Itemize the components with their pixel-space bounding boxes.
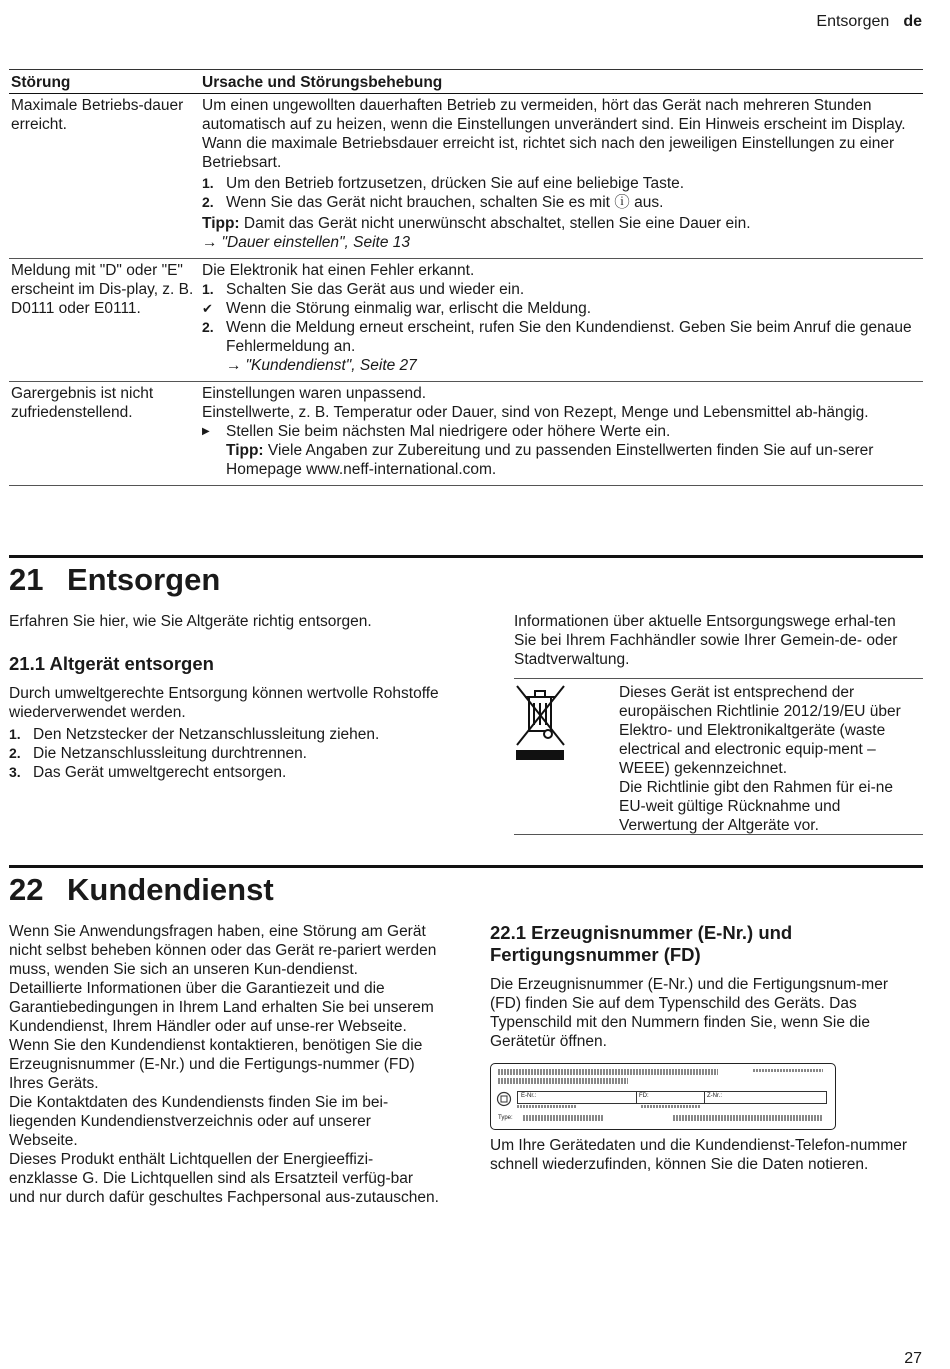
sec22-left-column: [9, 922, 439, 1207]
tip-text: Viele Angaben zur Zubereitung und zu passenden Einstellwerten finden Sie auf un-serer Homepage www.neff-international.com.: [226, 442, 874, 478]
weee-notice: [514, 678, 923, 835]
step-item: [202, 193, 923, 212]
trouble-table: [9, 69, 923, 486]
step-text: Wenn Sie das Gerät nicht brauchen, schalten Sie es mit ⓘ aus.: [226, 194, 664, 211]
sec22-paragraph: Detaillierte Informationen über die Garantiezeit und die Garantiebedingungen in Ihrem Land erhalten Sie bei unserem Kundendienst, Ihrem Händler oder auf unse-rer Webseite.: [9, 980, 434, 1035]
step-number: 1.: [202, 281, 214, 297]
plate-type-label: Type:: [498, 1115, 513, 1121]
col-header-cause: Ursache und Störungsbehebung: [200, 70, 923, 94]
barcode-line: [673, 1115, 823, 1121]
plate-divider: [636, 1092, 637, 1103]
barcode-line: [517, 1105, 577, 1108]
header-section: Entsorgen: [816, 13, 890, 30]
fault-cell: Garergebnis ist nicht zufriedenstellend.: [9, 382, 200, 486]
sec22-paragraph: Wenn Sie Anwendungsfragen haben, eine Störung am Gerät nicht selbst beheben können oder das Gerät re-pariert werden muss, wenden Sie sich an unseren Kun-dendienst.: [9, 923, 437, 978]
step-number: 2.: [9, 745, 21, 761]
cause-cell: [200, 94, 923, 259]
step-text: Wenn die Meldung erneut erscheint, rufen Sie den Kundendienst. Geben Sie beim Anruf die genaue Fehlermeldung an.: [226, 319, 912, 355]
cause-cell: [200, 259, 923, 382]
section-rule: [9, 865, 923, 868]
sec22-paragraph: Die Kontaktdaten des Kundendiensts finden Sie im bei-liegenden Kundendienstverzeichnis oder auf unserer Webseite.: [9, 1094, 389, 1149]
disposal-steps: [9, 725, 449, 782]
triangle-bullet-icon: ▶: [202, 426, 210, 437]
table-row: [9, 94, 923, 259]
step-number: 2.: [202, 194, 214, 210]
plate-divider: [704, 1092, 705, 1103]
barcode-line: [523, 1115, 603, 1121]
subsection-title-21-1: 21.1 Altgerät entsorgen: [9, 653, 214, 674]
rating-plate-illustration: [490, 1063, 836, 1130]
table-row: [9, 259, 923, 382]
barcode-line: [641, 1105, 701, 1108]
cause-text: Um einen ungewollten dauerhaften Betrieb zu vermeiden, hört das Gerät nach mehreren Stunden automatisch auf zu heizen, wenn die Einstellungen unverändert sind. Ein Hinweis erscheint im Display.: [202, 97, 906, 133]
cross-reference[interactable]: [202, 356, 923, 375]
tip-label: Tipp:: [226, 442, 264, 459]
weee-text-2: Die Richtlinie gibt den Rahmen für ei-ne EU-weit gültige Rücknahme und Verwertung der Altgeräte vor.: [619, 779, 893, 834]
cause-text: Die Elektronik hat einen Fehler erkannt.: [202, 262, 475, 279]
subsection-title-22-1: 22.1 Erzeugnisnummer (E-Nr.) und Fertigungsnummer (FD): [490, 922, 793, 965]
crossed-out-wheelie-bin-icon: [514, 683, 570, 763]
header-lang: de: [903, 13, 922, 30]
barcode-line: [498, 1069, 718, 1075]
tip-label: Tipp:: [202, 215, 240, 232]
action-item: [202, 422, 923, 441]
ref-text[interactable]: "Kundendienst", Seite 27: [245, 357, 417, 374]
result-item: [202, 299, 923, 318]
ref-text[interactable]: "Dauer einstellen", Seite 13: [221, 234, 411, 251]
plate-fd-label: FD:: [639, 1093, 649, 1099]
step-text: Den Netzstecker der Netzanschlussleitung ziehen.: [33, 726, 380, 743]
sec22-sub-text: Die Erzeugnisnummer (E-Nr.) und die Fertigungsnum-mer (FD) finden Sie auf dem Typenschild des Geräts. Das Typenschild mit den Nummern finden Sie, wenn Sie die Gerätetür öffnen.: [490, 976, 888, 1050]
step-number: 2.: [202, 319, 214, 335]
weee-text-1: Dieses Gerät ist entsprechend der europäischen Richtlinie 2012/19/EU über Elektro- und Elektronikaltgeräte (waste electrical and electronic equip-ment – WEEE) gekennzeichnet.: [619, 684, 901, 777]
plate-enr-label: E-Nr.:: [521, 1093, 537, 1099]
cause-cell: [200, 382, 923, 486]
step-item: [9, 725, 449, 744]
sec22-right-column: [490, 922, 910, 1051]
step-item: [202, 174, 923, 193]
sec21-sub-intro: Durch umweltgerechte Entsorgung können wertvolle Rohstoffe wiederverwendet werden.: [9, 685, 439, 721]
sec21-right-text: Informationen über aktuelle Entsorgungswege erhal-ten Sie bei Ihrem Fachhändler sowie Ihrer Gemein-de- oder Stadtverwaltung.: [514, 613, 898, 668]
sec22-sub-text-2: Um Ihre Gerätedaten und die Kundendienst-Telefon-nummer schnell wiederzufinden, können Sie die Daten notieren.: [490, 1137, 908, 1173]
section-title-22: [9, 872, 274, 908]
result-text: Wenn die Störung einmalig war, erlischt die Meldung.: [226, 300, 592, 317]
cause-text: Einstellwerte, z. B. Temperatur oder Dauer, sind von Rezept, Menge und Lebensmittel ab-hängig.: [202, 404, 869, 421]
step-item: [9, 763, 449, 782]
sec22-paragraph: Wenn Sie den Kundendienst kontaktieren, benötigen Sie die Erzeugnisnummer (E-Nr.) und die Fertigungs-nummer (FD) Ihres Geräts.: [9, 1037, 423, 1092]
step-text: Schalten Sie das Gerät aus und wieder ein.: [226, 281, 525, 298]
arrow-right-icon: →: [202, 234, 218, 251]
section-number: 22: [9, 872, 44, 907]
tip: [202, 214, 923, 233]
step-item: [9, 744, 449, 763]
plate-znr-label: Z-Nr.:: [707, 1093, 722, 1099]
running-header: [816, 12, 922, 31]
page-number: 27: [904, 1350, 922, 1367]
tip: [202, 441, 923, 479]
cause-text: Einstellungen waren unpassend.: [202, 385, 427, 402]
step-text: Um den Betrieb fortzusetzen, drücken Sie auf eine beliebige Taste.: [226, 175, 685, 192]
table-row: [9, 382, 923, 486]
col-header-fault: Störung: [9, 70, 200, 94]
step-number: 1.: [9, 726, 21, 742]
step-text: Die Netzanschlussleitung durchtrennen.: [33, 745, 307, 762]
sec21-left-column: [9, 612, 449, 782]
step-text: Das Gerät umweltgerecht entsorgen.: [33, 764, 287, 781]
step-number: 1.: [202, 175, 214, 191]
step-item: [202, 280, 923, 299]
plate-number-box: [517, 1091, 827, 1104]
section-title-text: Kundendienst: [67, 872, 274, 907]
action-text: Stellen Sie beim nächsten Mal niedrigere oder höhere Werte ein.: [226, 423, 671, 440]
sec21-intro: Erfahren Sie hier, wie Sie Altgeräte richtig entsorgen.: [9, 613, 372, 630]
step-number: 3.: [9, 764, 21, 780]
cross-reference[interactable]: [202, 233, 923, 252]
section-title-text: Entsorgen: [67, 562, 221, 597]
step-item: [202, 318, 923, 356]
weee-text: [619, 683, 919, 835]
barcode-line: [753, 1069, 823, 1072]
fault-cell: Maximale Betriebs-dauer erreicht.: [9, 94, 200, 259]
checkmark-icon: ✔: [202, 301, 213, 316]
tip-text: Damit das Gerät nicht unerwünscht abschaltet, stellen Sie eine Dauer ein.: [243, 215, 751, 232]
section-title-21: [9, 562, 220, 598]
sec22-paragraph: Dieses Produkt enthält Lichtquellen der Energieeffizi-enzklasse G. Die Lichtquellen sind als Ersatzteil verfüg-bar und nur durch dafür geschultes Fachpersonal aus-zutauschen.: [9, 1151, 439, 1206]
cause-text: Wann die maximale Betriebsdauer erreicht ist, richtet sich nach den jeweiligen Einstellungen zu einer Betriebsart.: [202, 135, 895, 171]
barcode-line: [498, 1078, 628, 1084]
arrow-right-icon: →: [226, 357, 242, 374]
bin-symbol-icon: [496, 1091, 512, 1107]
section-number: 21: [9, 562, 44, 597]
fault-cell: Meldung mit "D" oder "E" erscheint im Dis-play, z. B. D0111 oder E0111.: [9, 259, 200, 382]
section-rule: [9, 555, 923, 558]
